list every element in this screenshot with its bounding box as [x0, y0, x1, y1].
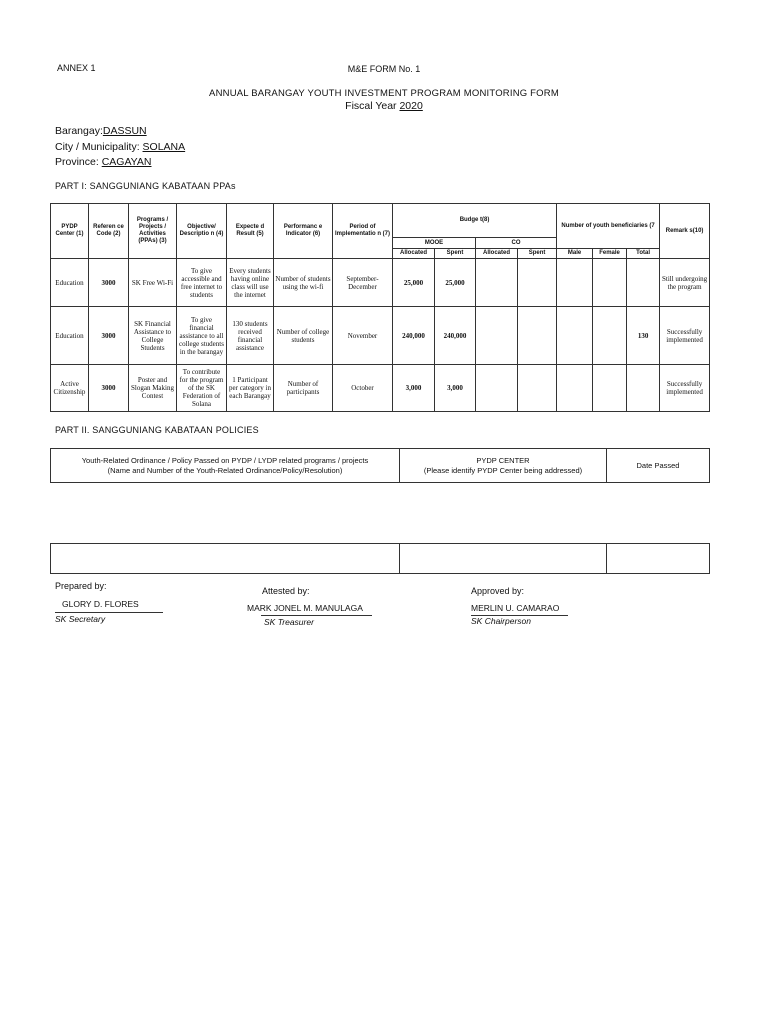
cell-mooe-spent: 240,000	[435, 307, 476, 365]
cell-center: Education	[51, 307, 89, 365]
cell-center: Education	[51, 259, 89, 307]
cell-male	[557, 307, 593, 365]
th-co-allocated: Allocated	[476, 249, 518, 259]
city-value: SOLANA	[142, 141, 186, 153]
th-mooe-allocated: Allocated	[393, 249, 435, 259]
prepared-signature-line	[55, 612, 163, 613]
fiscal-year	[0, 100, 768, 112]
cell-code: 3000	[89, 307, 129, 365]
cell-objective: To give financial assistance to all college students in the barangay	[177, 307, 227, 365]
th-total: Total	[627, 249, 660, 259]
th-male: Male	[557, 249, 593, 259]
th-expected-result: Expecte d Result (5)	[227, 204, 274, 259]
city-label: City / Municipality:	[55, 141, 140, 153]
cell-indicator: Number of students using the wi-fi	[274, 259, 333, 307]
th-co: CO	[476, 238, 557, 249]
th-mooe: MOOE	[393, 238, 476, 249]
table-row	[51, 365, 710, 412]
cell-period: September-December	[333, 259, 393, 307]
cell-female	[593, 307, 627, 365]
approved-by-name: MERLIN U. CAMARAO	[471, 603, 560, 613]
th-period: Period of Implementatio n (7)	[333, 204, 393, 259]
cell-total	[627, 259, 660, 307]
part2-title: PART II. SANGGUNIANG KABATAAN POLICIES	[55, 425, 259, 435]
cell-indicator: Number of participants	[274, 365, 333, 412]
cell-code: 3000	[89, 365, 129, 412]
approved-by-label: Approved by:	[471, 586, 525, 596]
cell-co-allocated	[476, 259, 518, 307]
policy-entry-center	[400, 544, 607, 574]
cell-expected: 130 students received financial assistance	[227, 307, 274, 365]
policy-col-ordinance	[51, 449, 400, 483]
cell-ppa: Poster and Slogan Making Contest	[129, 365, 177, 412]
prepared-by-label: Prepared by:	[55, 581, 107, 591]
prepared-by-title: SK Secretary	[55, 614, 106, 624]
th-objective: Objective/ Descriptio n (4)	[177, 204, 227, 259]
cell-co-allocated	[476, 365, 518, 412]
table-row	[51, 307, 710, 365]
cell-total: 130	[627, 307, 660, 365]
cell-center: Active Citizenship	[51, 365, 89, 412]
policy-entry-table	[50, 543, 710, 574]
cell-male	[557, 259, 593, 307]
cell-remarks: Successfully implemented	[660, 307, 710, 365]
cell-co-allocated	[476, 307, 518, 365]
part1-title: PART I: SANGGUNIANG KABATAAN PPAs	[55, 181, 236, 191]
th-mooe-spent: Spent	[435, 249, 476, 259]
form-number: M&E FORM No. 1	[347, 64, 421, 74]
fiscal-year-value: 2020	[399, 100, 423, 112]
th-beneficiaries: Number of youth beneficiaries (7	[557, 204, 660, 249]
policy-col-pydp-line1: PYDP CENTER	[476, 455, 530, 465]
cell-indicator: Number of college students	[274, 307, 333, 365]
th-ppas: Programs / Projects / Activities (PPAs) (3)	[129, 204, 177, 259]
annex-label: ANNEX 1	[57, 63, 96, 73]
cell-co-spent	[518, 365, 557, 412]
cell-co-spent	[518, 259, 557, 307]
policy-table	[50, 448, 710, 483]
province-label: Province:	[55, 156, 99, 168]
th-remarks: Remark s(10)	[660, 204, 710, 259]
cell-mooe-spent: 3,000	[435, 365, 476, 412]
policy-entry-ordinance	[51, 544, 400, 574]
policy-entry-date	[607, 544, 710, 574]
barangay-line	[55, 125, 147, 137]
policy-col-ordinance-line1: Youth-Related Ordinance / Policy Passed on PYDP / LYDP related programs / projects	[81, 455, 369, 465]
policy-col-ordinance-line2: (Name and Number of the Youth-Related Ordinance/Policy/Resolution)	[107, 465, 343, 475]
cell-co-spent	[518, 307, 557, 365]
th-pydp-center: PYDP Center (1)	[51, 204, 89, 259]
attested-signature-line	[261, 615, 372, 616]
cell-female	[593, 259, 627, 307]
th-reference-code: Referen ce Code (2)	[89, 204, 129, 259]
cell-remarks: Successfully implemented	[660, 365, 710, 412]
th-female: Female	[593, 249, 627, 259]
attested-by-label: Attested by:	[262, 586, 310, 596]
cell-mooe-allocated: 240,000	[393, 307, 435, 365]
th-budget: Budge t(8)	[393, 204, 557, 238]
cell-mooe-allocated: 25,000	[393, 259, 435, 307]
form-title: ANNUAL BARANGAY YOUTH INVESTMENT PROGRAM MONITORING FORM	[209, 88, 559, 99]
cell-total	[627, 365, 660, 412]
cell-male	[557, 365, 593, 412]
city-line	[55, 141, 185, 153]
cell-objective: To give accessible and free internet to students	[177, 259, 227, 307]
cell-code: 3000	[89, 259, 129, 307]
province-value: CAGAYAN	[101, 156, 152, 168]
attested-by-name: MARK JONEL M. MANULAGA	[247, 603, 363, 613]
attested-by-title: SK Treasurer	[264, 617, 314, 627]
province-line	[55, 156, 152, 168]
barangay-label: Barangay:	[55, 125, 103, 137]
cell-objective: To contribute for the program of the SK Federation of Solana	[177, 365, 227, 412]
fiscal-year-label: Fiscal Year	[345, 100, 397, 112]
policy-col-pydp-line2: (Please identify PYDP Center being addressed)	[423, 465, 583, 475]
cell-expected: 1 Participant per category in each Barangay	[227, 365, 274, 412]
cell-mooe-allocated: 3,000	[393, 365, 435, 412]
approved-by-title: SK Chairperson	[471, 616, 532, 626]
prepared-by-name: GLORY D. FLORES	[62, 599, 139, 609]
cell-period: November	[333, 307, 393, 365]
cell-ppa: SK Financial Assistance to College Students	[129, 307, 177, 365]
th-co-spent: Spent	[518, 249, 557, 259]
policy-col-date-passed: Date Passed	[607, 449, 710, 483]
cell-period: October	[333, 365, 393, 412]
cell-female	[593, 365, 627, 412]
cell-remarks: Still undergoing the program	[660, 259, 710, 307]
policy-col-pydp-center	[400, 449, 607, 483]
cell-mooe-spent: 25,000	[435, 259, 476, 307]
th-performance-indicator: Performanc e Indicator (6)	[274, 204, 333, 259]
cell-expected: Every students having online class will use the internet	[227, 259, 274, 307]
barangay-value: DASSUN	[102, 125, 147, 137]
cell-ppa: SK Free Wi-Fi	[129, 259, 177, 307]
ppa-table	[50, 203, 710, 412]
table-row	[51, 259, 710, 307]
